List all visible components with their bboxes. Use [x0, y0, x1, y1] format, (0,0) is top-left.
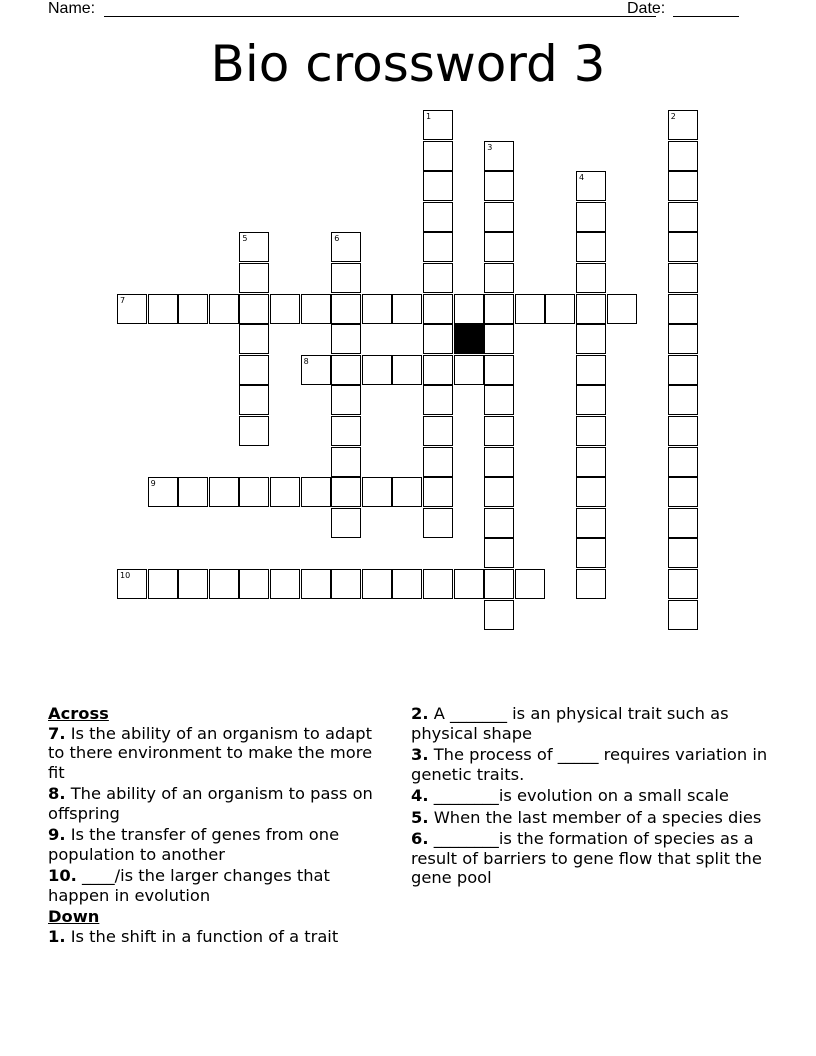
grid-cell[interactable] [668, 477, 698, 507]
clue-number-label: 10. [48, 866, 77, 885]
grid-cell[interactable] [423, 447, 453, 477]
grid-cell[interactable] [668, 263, 698, 293]
down-clue [411, 786, 781, 806]
clue-text: Is the transfer of genes from one population to another [48, 825, 340, 864]
grid-cell[interactable] [423, 110, 453, 140]
clue-number-label: 8. [48, 784, 66, 803]
grid-cell[interactable] [239, 477, 269, 507]
grid-cell[interactable] [362, 355, 392, 385]
grid-cell[interactable] [484, 447, 514, 477]
grid-cell[interactable] [148, 477, 178, 507]
grid-cell[interactable] [668, 171, 698, 201]
grid-cell[interactable] [515, 294, 545, 324]
grid-cell[interactable] [668, 324, 698, 354]
grid-cell[interactable] [392, 569, 422, 599]
across-clue [48, 825, 393, 864]
clue-number-label: 1. [48, 926, 66, 946]
grid-cell[interactable] [392, 477, 422, 507]
grid-cell[interactable] [423, 202, 453, 232]
grid-cell[interactable] [423, 477, 453, 507]
clue-text: Is the shift in a function of a trait [65, 926, 339, 946]
clues-right-column [411, 704, 781, 890]
grid-cell[interactable] [484, 477, 514, 507]
grid-cell[interactable] [270, 569, 300, 599]
down-clue [411, 704, 781, 743]
grid-cell[interactable] [576, 294, 606, 324]
grid-cell[interactable] [331, 232, 361, 262]
clue-number: 4 [579, 173, 585, 183]
grid-cell[interactable] [454, 569, 484, 599]
clue-number: 2 [670, 112, 676, 121]
clue-number-label: 6. [411, 829, 429, 848]
grid-cell[interactable] [484, 171, 514, 201]
grid-cell[interactable] [239, 232, 269, 262]
grid-cell[interactable] [484, 232, 514, 262]
grid-cell[interactable] [668, 416, 698, 446]
grid-cell[interactable] [331, 416, 361, 446]
grid-cell[interactable] [239, 569, 269, 599]
grid-cell[interactable] [545, 294, 575, 324]
grid-cell[interactable] [668, 600, 698, 630]
grid-cell[interactable] [331, 447, 361, 477]
clue-text: A _______ is an physical trait such as physical shape [411, 704, 729, 743]
grid-cell[interactable] [576, 416, 606, 446]
grid-cell[interactable] [178, 569, 208, 599]
grid-cell[interactable] [484, 324, 514, 354]
grid-cell[interactable] [301, 569, 331, 599]
clue-number: 9 [150, 479, 156, 489]
grid-cell[interactable] [209, 477, 239, 507]
clue-number: 7 [120, 295, 126, 305]
grid-cell[interactable] [576, 385, 606, 415]
grid-cell[interactable] [301, 294, 331, 324]
across-clue [48, 866, 393, 905]
grid-cell[interactable] [178, 294, 208, 324]
grid-cell[interactable] [331, 324, 361, 354]
grid-cell[interactable] [301, 355, 331, 385]
across-heading: Across [48, 704, 109, 723]
grid-cell[interactable] [484, 355, 514, 385]
name-label: Name: [48, 0, 96, 17]
grid-cell[interactable] [423, 385, 453, 415]
clue-number: 8 [303, 356, 309, 366]
clue-text: The ability of an organism to pass on offspring [48, 784, 373, 823]
grid-cell[interactable] [668, 202, 698, 232]
grid-cell[interactable] [362, 294, 392, 324]
grid-cell[interactable] [331, 385, 361, 415]
grid-cell[interactable] [301, 477, 331, 507]
down-clue [411, 808, 781, 828]
grid-cell[interactable] [576, 447, 606, 477]
clue-text: Is the ability of an organism to adapt to there environment to make the more fit [48, 723, 373, 782]
grid-cell[interactable] [423, 324, 453, 354]
clue-number: 3 [487, 142, 493, 152]
grid-cell[interactable] [484, 538, 514, 568]
grid-cell[interactable] [423, 232, 453, 262]
clue-text: When the last member of a species dies [428, 807, 762, 827]
clues-left-column [48, 704, 393, 948]
grid-cell[interactable] [668, 385, 698, 415]
grid-cell[interactable] [239, 294, 269, 324]
clue-number: 10 [120, 571, 131, 580]
grid-cell[interactable] [484, 600, 514, 630]
grid-cell[interactable] [576, 202, 606, 232]
grid-cell[interactable] [362, 477, 392, 507]
grid-cell[interactable] [239, 263, 269, 293]
grid-cell[interactable] [423, 294, 453, 324]
grid-cell[interactable] [576, 477, 606, 507]
grid-cell[interactable] [362, 569, 392, 599]
grid-cell[interactable] [484, 569, 514, 599]
grid-cell[interactable] [576, 232, 606, 262]
grid-cell[interactable] [576, 263, 606, 293]
grid-cell[interactable] [331, 294, 361, 324]
grid-cell[interactable] [576, 324, 606, 354]
clue-number-label: 4. [411, 786, 429, 805]
clue-number: 1 [426, 112, 432, 121]
grid-cell[interactable] [668, 508, 698, 538]
grid-cell[interactable] [209, 294, 239, 324]
down-clue [411, 745, 781, 784]
date-label: Date: [627, 0, 666, 17]
grid-cell[interactable] [423, 355, 453, 385]
grid-cell[interactable] [331, 355, 361, 385]
clue-text: The process of _____ requires variation in genetic traits. [411, 745, 768, 784]
grid-cell[interactable] [454, 294, 484, 324]
grid-cell[interactable] [668, 110, 698, 140]
grid-cell[interactable] [484, 202, 514, 232]
clue-number-label: 7. [48, 723, 66, 743]
clue-number-label: 3. [411, 745, 429, 764]
grid-cell[interactable] [576, 508, 606, 538]
grid-cell[interactable] [423, 171, 453, 201]
grid-cell[interactable] [331, 477, 361, 507]
grid-cell[interactable] [423, 508, 453, 538]
grid-cell[interactable] [331, 508, 361, 538]
grid-cell[interactable] [392, 294, 422, 324]
grid-cell[interactable] [668, 569, 698, 599]
grid-cell[interactable] [607, 294, 637, 324]
grid-cell[interactable] [576, 538, 606, 568]
grid-cell[interactable] [668, 355, 698, 385]
grid-cell[interactable] [668, 232, 698, 262]
grid-cell[interactable] [270, 477, 300, 507]
grid-cell[interactable] [239, 385, 269, 415]
grid-cell[interactable] [392, 355, 422, 385]
grid-cell[interactable] [576, 355, 606, 385]
clue-number: 5 [242, 234, 248, 244]
grid-cell[interactable] [668, 447, 698, 477]
grid-cell[interactable] [668, 294, 698, 324]
grid-cell[interactable] [117, 569, 147, 599]
grid-cell[interactable] [209, 569, 239, 599]
down-clue [411, 829, 781, 888]
clue-number-label: 9. [48, 825, 66, 844]
grid-cell[interactable] [484, 141, 514, 171]
grid-cell[interactable] [423, 416, 453, 446]
clue-number-label: 2. [411, 704, 429, 723]
across-clue [48, 724, 393, 783]
grid-cell[interactable] [331, 263, 361, 293]
down-clue-list [48, 927, 393, 947]
clue-text: ________is evolution on a small scale [428, 786, 729, 805]
grid-cell[interactable] [423, 569, 453, 599]
grid-cell[interactable] [484, 263, 514, 293]
grid-cell[interactable] [148, 294, 178, 324]
clue-number: 6 [334, 234, 340, 244]
across-clue [48, 784, 393, 823]
clue-text: ____/is the larger changes that happen in evolution [48, 866, 330, 905]
grid-cell[interactable] [484, 508, 514, 538]
grid-cell[interactable] [515, 569, 545, 599]
grid-cell[interactable] [331, 569, 361, 599]
across-clue-list [48, 724, 393, 906]
clue-number-label: 5. [411, 807, 429, 827]
clue-text: ________is the formation of species as a result of barriers to gene flow that split the gene pool [411, 829, 762, 887]
down-clue [48, 927, 393, 947]
puzzle-title: Bio crossword 3 [210, 35, 606, 93]
grid-cell[interactable] [454, 355, 484, 385]
grid-cell[interactable] [148, 569, 178, 599]
grid-cell[interactable] [270, 294, 300, 324]
grid-cell[interactable] [239, 416, 269, 446]
grid-cell[interactable] [178, 477, 208, 507]
down-heading: Down [48, 907, 100, 926]
grid-cell[interactable] [576, 569, 606, 599]
grid-cell[interactable] [239, 324, 269, 354]
grid-cell[interactable] [423, 263, 453, 293]
grid-cell[interactable] [484, 294, 514, 324]
grid-cell[interactable] [668, 538, 698, 568]
grid-cell[interactable] [484, 385, 514, 415]
grid-cell[interactable] [668, 141, 698, 171]
grid-cell[interactable] [423, 141, 453, 171]
down-clue-list-continued [411, 704, 781, 888]
grid-cell[interactable] [117, 294, 147, 324]
blocked-cell [454, 324, 484, 354]
grid-cell[interactable] [576, 171, 606, 201]
grid-cell[interactable] [484, 416, 514, 446]
grid-cell[interactable] [239, 355, 269, 385]
